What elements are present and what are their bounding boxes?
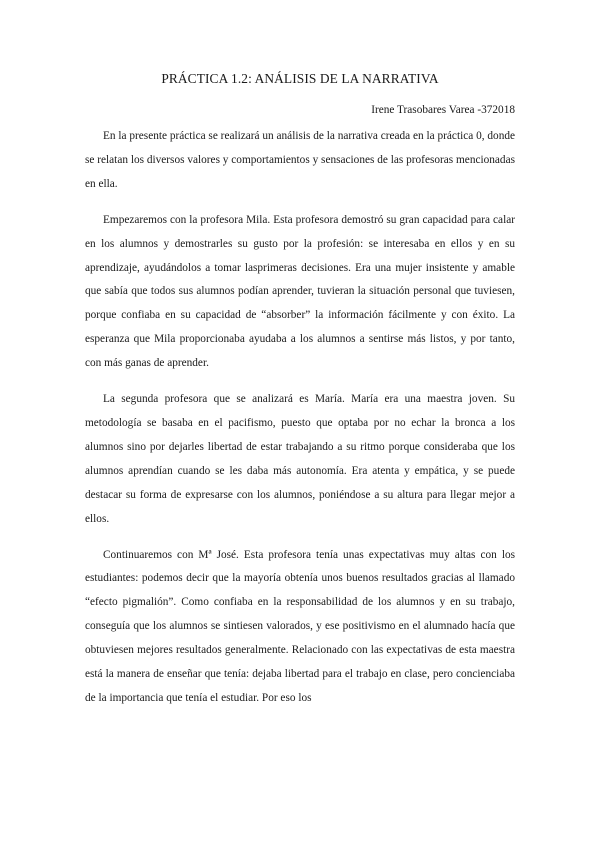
paragraph-intro: En la presente práctica se realizará un análisis de la narrativa creada en la práctica 0, donde se relatan los diversos valores y comportamientos y sensaciones de las profesoras mencionadas en ella.	[85, 130, 515, 190]
author-line: Irene Trasobares Varea -372018	[371, 104, 515, 116]
paragraph-maria: La segunda profesora que se analizará es María. María era una maestra joven. Su metodología se basaba en el pacifismo, puesto que optaba por no echar la bronca a los alumnos sino por dejarles libertad de estar trabajando a su ritmo porque consideraba que los alumnos aprendían cuando se les daba más autonomía. Era atenta y empática, y se puede destacar su forma de expresarse con los alumnos, poniéndose a su altura para llegar mejor a ellos.	[85, 393, 515, 525]
document-title: PRÁCTICA 1.2: ANÁLISIS DE LA NARRATIVA	[161, 71, 439, 86]
document-body	[85, 125, 515, 723]
paragraph-mila: Empezaremos con la profesora Mila. Esta profesora demostró su gran capacidad para calar en los alumnos y demostrarles su gusto por la profesión: se interesaba en ellos y en su aprendizaje, ayudándolos a tomar lasprimeras decisiones. Era una mujer insistente y amable que sabía que todos sus alumnos podían aprender, tuvieran la situación personal que tuviesen, porque confiaba en su capacidad de “absorber” la información fácilmente y con éxito. La esperanza que Mila proporcionaba ayudaba a los alumnos a sentirse más listos, y por tanto, con más ganas de aprender.	[85, 213, 515, 370]
paragraph-maria-jose: Continuaremos con Mª José. Esta profesora tenía unas expectativas muy altas con los estudiantes: podemos decir que la mayoría obtenía unos buenos resultados gracias al llamado “efecto pigmalión”. Como confiaba en la responsabilidad de los alumnos y en su trabajo, conseguía que los alumnos se sintiesen valorados, y ese positivismo en el alumnado hacía que obtuviesen mejores resultados generalmente. Relacionado con las expectativas de esta maestra está la manera de enseñar que tenía: dejaba libertad para el trabajo en clase, pero concienciaba de la importancia que tenía el estudiar. Por eso los	[85, 548, 515, 704]
